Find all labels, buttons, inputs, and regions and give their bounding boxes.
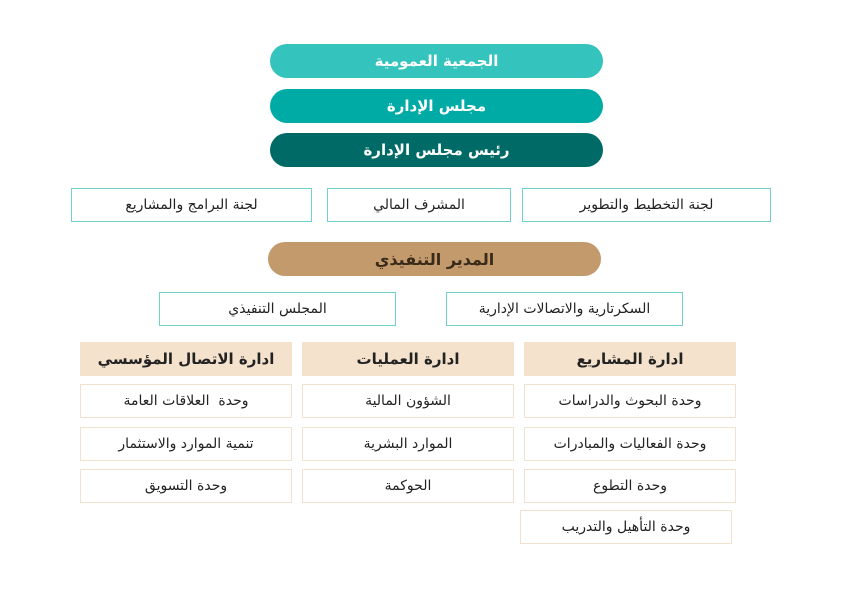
communication-department-label: ادارة الاتصال المؤسسي: [97, 350, 275, 368]
operations-unit-box: [302, 384, 514, 418]
communication-unit-box: [80, 384, 292, 418]
board-chairman-label: رئيس مجلس الإدارة: [363, 141, 510, 159]
general-assembly-box: [270, 44, 603, 78]
programs-committee-label: لجنة البرامج والمشاريع: [125, 197, 258, 213]
communication-unit-box: [80, 427, 292, 461]
projects-unit-label: وحدة التأهيل والتدريب: [561, 519, 691, 535]
communication-unit-box: [80, 469, 292, 503]
communication-unit-label: تنمية الموارد والاستثمار: [118, 436, 254, 452]
board-chairman-box: [270, 133, 603, 167]
board-box: [270, 89, 603, 123]
planning-committee-box: [522, 188, 771, 222]
projects-unit-box: [524, 427, 736, 461]
operations-department-label: ادارة العمليات: [356, 350, 460, 368]
secretariat-box: [446, 292, 683, 326]
projects-department-label: ادارة المشاريع: [576, 350, 684, 368]
board-label: مجلس الإدارة: [386, 97, 487, 115]
communication-department-header: [80, 342, 292, 376]
executive-director-label: المدير التنفيذي: [374, 249, 495, 269]
operations-unit-label: الحوكمة: [384, 478, 432, 494]
executive-director-box: [268, 242, 601, 276]
programs-committee-box: [71, 188, 312, 222]
executive-council-box: [159, 292, 396, 326]
communication-unit-label: وحدة التسويق: [144, 478, 228, 494]
executive-council-label: المجلس التنفيذي: [228, 301, 327, 317]
operations-unit-box: [302, 427, 514, 461]
communication-unit-label: وحدة العلاقات العامة: [123, 393, 249, 409]
projects-unit-label: وحدة التطوع: [593, 478, 667, 494]
general-assembly-label: الجمعية العمومية: [374, 52, 499, 70]
secretariat-label: السكرتارية والاتصالات الإدارية: [478, 301, 651, 317]
projects-unit-box: [524, 384, 736, 418]
projects-unit-box: [524, 469, 736, 503]
operations-unit-label: الموارد البشرية: [363, 436, 453, 452]
financial-supervisor-box: [327, 188, 511, 222]
operations-unit-box: [302, 469, 514, 503]
projects-unit-box: [520, 510, 732, 544]
operations-department-header: [302, 342, 514, 376]
operations-unit-label: الشؤون المالية: [365, 393, 451, 409]
financial-supervisor-label: المشرف المالي: [373, 197, 465, 213]
projects-unit-label: وحدة الفعاليات والمبادرات: [553, 436, 707, 452]
planning-committee-label: لجنة التخطيط والتطوير: [579, 197, 714, 213]
projects-unit-label: وحدة البحوث والدراسات: [558, 393, 702, 409]
projects-department-header: [524, 342, 736, 376]
